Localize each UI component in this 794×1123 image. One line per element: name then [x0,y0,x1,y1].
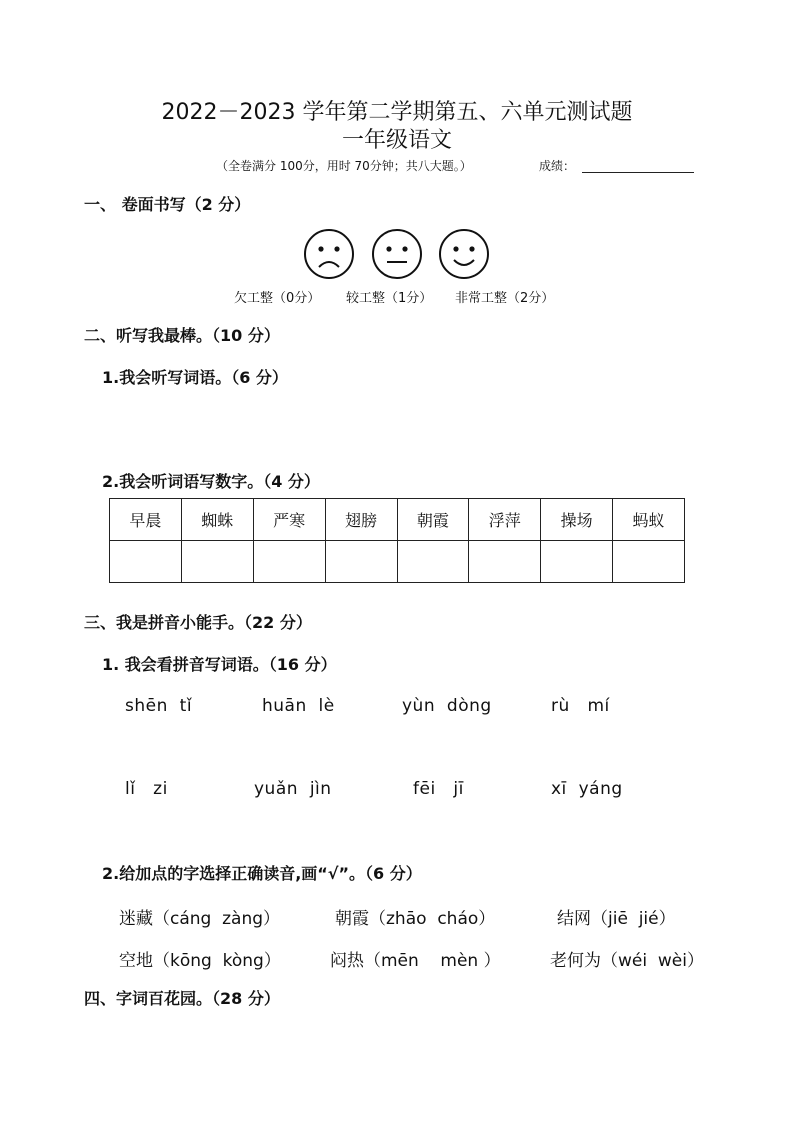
word-number-table [109,498,685,583]
word-cell: 早晨 [110,499,182,541]
table-row [110,541,685,583]
score-label: 成绩： [539,159,576,173]
answer-cell[interactable] [325,541,397,583]
answer-cell[interactable] [110,541,182,583]
word-cell: 蚂蚁 [613,499,685,541]
pinyin-item: shēn tǐ [125,696,193,716]
word-cell: 朝霞 [397,499,469,541]
section-3-heading: 三、我是拼音小能手。（22 分） [84,613,312,632]
section-2-question-2: 2.我会听词语写数字。（4 分） [102,472,320,491]
word-cell: 浮萍 [469,499,541,541]
reading-choice-item[interactable]: 朝霞（zhāo cháo） [335,909,496,929]
smile-face-icon[interactable] [438,228,490,280]
section-3-question-1: 1. 我会看拼音写词语。（16 分） [102,655,337,674]
answer-cell[interactable] [469,541,541,583]
word-cell: 操场 [541,499,613,541]
word-cell: 严寒 [253,499,325,541]
section-3-question-2: 2.给加点的字选择正确读音,画“√”。（6 分） [102,864,422,883]
section-2-heading: 二、听写我最棒。（10 分） [84,326,280,345]
section-1-heading: 一、 卷面书写（2 分） [84,195,251,214]
pinyin-item: lǐ zi [125,779,168,799]
answer-cell[interactable] [541,541,613,583]
answer-cell[interactable] [181,541,253,583]
frown-face-icon[interactable] [303,228,355,280]
exam-instructions: （全卷满分 100分，用时 70分钟；共八大题。） [216,159,472,173]
section-4-heading: 四、字词百花园。（28 分） [84,989,280,1008]
face-label-fair: 较工整（1分） [346,291,433,306]
reading-choice-item[interactable]: 空地（kōng kòng） [119,951,281,971]
reading-choice-item[interactable]: 闷热（mēn mèn ） [330,951,501,971]
face-label-poor: 欠工整（0分） [234,291,321,306]
reading-choice-item[interactable]: 迷藏（cáng zàng） [119,909,281,929]
pinyin-item: yuǎn jìn [254,779,332,799]
reading-choice-item[interactable]: 结网（jiē jié） [557,909,676,929]
answer-cell[interactable] [253,541,325,583]
pinyin-item: fēi jī [413,779,464,799]
answer-cell[interactable] [613,541,685,583]
word-cell: 蜘蛛 [181,499,253,541]
page-title: 2022－2023 学年第二学期第五、六单元测试题 [161,100,633,125]
pinyin-item: xī yáng [551,779,623,799]
word-cell: 翅膀 [325,499,397,541]
pinyin-item: huān lè [262,696,335,716]
answer-cell[interactable] [397,541,469,583]
face-label-good: 非常工整（2分） [455,291,555,306]
neutral-face-icon[interactable] [371,228,423,280]
reading-choice-item[interactable]: 老何为（wéi wèi） [550,951,704,971]
section-2-question-1: 1.我会听写词语。（6 分） [102,368,288,387]
pinyin-item: yùn dòng [402,696,492,716]
pinyin-item: rù mí [551,696,610,716]
page-subtitle: 一年级语文 [341,128,452,153]
score-blank-line[interactable] [582,172,694,173]
table-row [110,499,685,541]
